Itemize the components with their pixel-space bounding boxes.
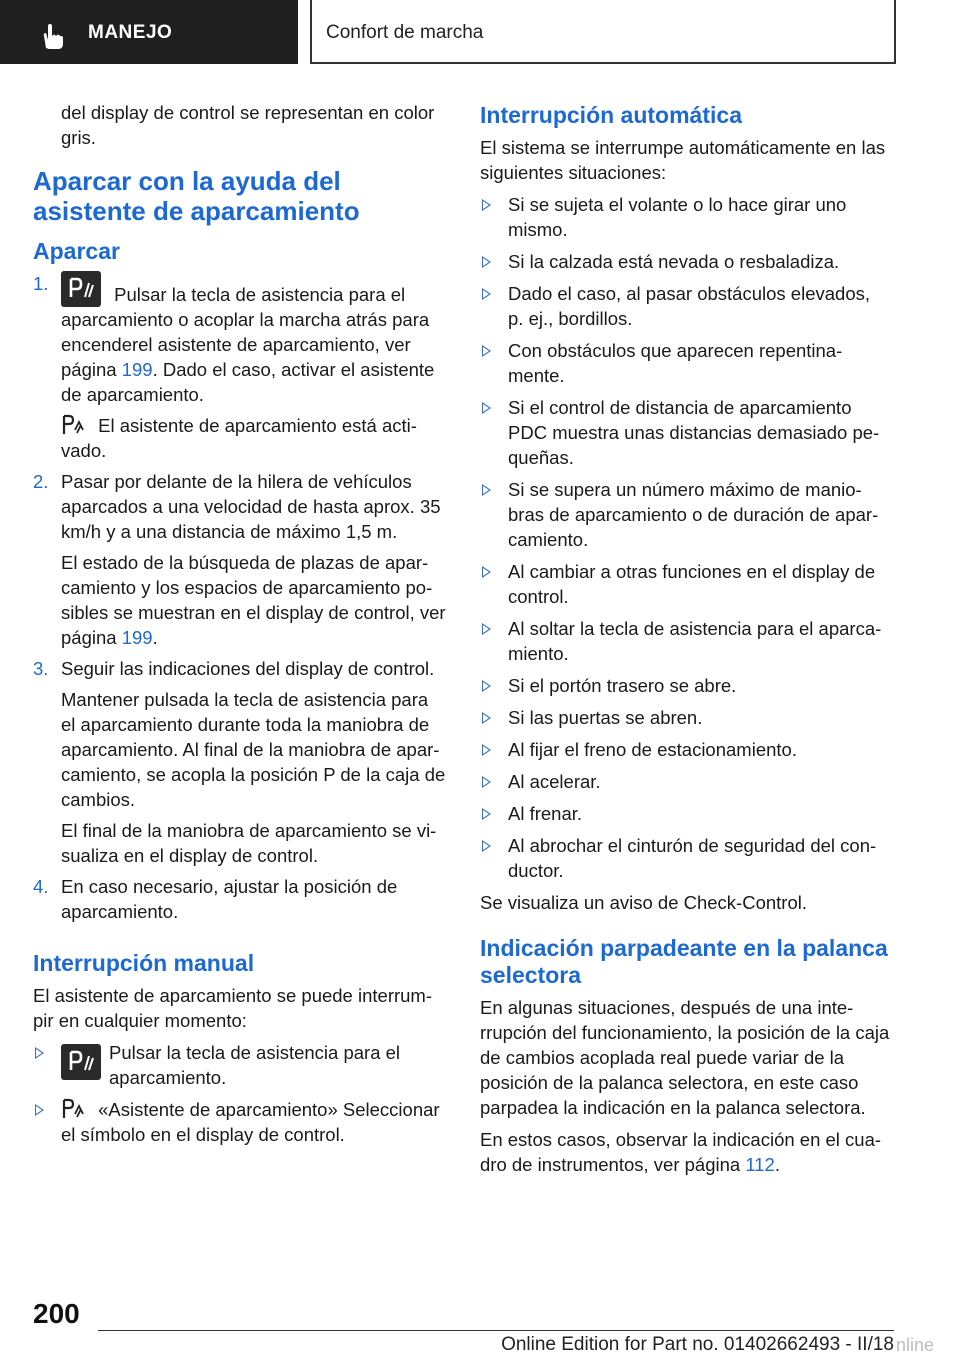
auto-bullet bbox=[480, 559, 890, 609]
heading-manual-interruption: Interrupción manual bbox=[33, 950, 255, 976]
left-column bbox=[33, 100, 447, 1154]
section-title: MANEJO bbox=[88, 22, 173, 43]
section-tab bbox=[0, 0, 298, 64]
page-link[interactable]: 199 bbox=[121, 627, 153, 648]
bullet-triangle-icon bbox=[482, 744, 491, 756]
auto-bullet bbox=[480, 477, 890, 552]
auto-bullet-text: Si el portón trasero se abre. bbox=[508, 675, 737, 696]
bullet-triangle-icon bbox=[482, 199, 491, 211]
park-assist-key-icon bbox=[61, 1044, 101, 1080]
step-1 bbox=[33, 271, 447, 407]
auto-bullet-text: Si el control de distancia de aparcamiento PDC muestra unas distancias demasiado pe‐queñas. bbox=[508, 397, 880, 468]
manual-bullet-text: «Asistente de aparcamiento» Seleccionar el símbolo en el display de control. bbox=[61, 1099, 440, 1145]
bullet-triangle-icon bbox=[482, 712, 491, 724]
auto-intro: El sistema se interrumpe automáticamente en las siguientes situaciones: bbox=[480, 137, 886, 183]
auto-bullet-text: Al frenar. bbox=[508, 803, 583, 824]
step-text: En caso necesario, ajustar la posición de aparcamiento. bbox=[61, 876, 398, 922]
auto-bullet-text: Si las puertas se abren. bbox=[508, 707, 703, 728]
auto-bullet bbox=[480, 338, 890, 388]
auto-bullet-text: Al soltar la tecla de asistencia para el aparca‐miento. bbox=[508, 618, 882, 664]
heading-park-assist: Aparcar con la ayuda del asistente de aparcamiento bbox=[33, 166, 360, 226]
auto-bullet-text: Al cambiar a otras funciones en el display de control. bbox=[508, 561, 876, 607]
step-text: Pasar por delante de la hilera de vehículos aparcados a una velocidad de hasta aprox. 35 km/h y a una distancia de máximo 1,5 m. bbox=[61, 471, 441, 542]
bullet-triangle-icon bbox=[482, 288, 491, 300]
bullet-triangle-icon bbox=[482, 256, 491, 268]
edition-text: Online Edition for Part no. 01402662493 - II/18 bbox=[501, 1334, 894, 1355]
auto-bullet bbox=[480, 737, 890, 762]
step-number: 1. bbox=[33, 273, 49, 294]
step-number: 2. bbox=[33, 471, 49, 492]
auto-bullet bbox=[480, 833, 890, 883]
step-3 bbox=[33, 656, 447, 681]
blink-paragraph-2 bbox=[480, 1127, 890, 1177]
blink-paragraph-2-after: . bbox=[774, 1154, 780, 1175]
auto-bullet bbox=[480, 673, 890, 698]
bullet-triangle-icon bbox=[482, 776, 491, 788]
step-2-note-after: . bbox=[152, 627, 158, 648]
step-2 bbox=[33, 469, 447, 544]
step-text: Seguir las indicaciones del display de control. bbox=[61, 658, 435, 679]
auto-bullet bbox=[480, 801, 890, 826]
right-column bbox=[480, 100, 890, 1184]
step-1-note-text: El asistente de aparcamiento está acti‐vado. bbox=[61, 415, 417, 461]
chapter-tab bbox=[310, 0, 896, 64]
manual-bullet-1 bbox=[33, 1040, 447, 1090]
heading-park: Aparcar bbox=[33, 238, 120, 264]
bullet-triangle-icon bbox=[35, 1047, 44, 1059]
step-1-note bbox=[33, 413, 447, 463]
bullet-triangle-icon bbox=[482, 840, 491, 852]
step-number: 4. bbox=[33, 876, 49, 897]
heading-auto-interruption: Interrupción automática bbox=[480, 102, 742, 128]
step-2-note-text: El estado de la búsqueda de plazas de apar‐camiento y los espacios de aparcamiento po‐sibles se muestran en el display de control, ver página bbox=[61, 552, 446, 648]
auto-bullet bbox=[480, 395, 890, 470]
blink-paragraph-1: En algunas situaciones, después de una inte‐rrupción del funcionamiento, la posición de la caja de cambios acoplada real puede variar de la posición de la palanca selectora, en este caso parpadea la indicación en la palanca selectora. bbox=[480, 997, 890, 1118]
auto-bullet-text: Si la calzada está nevada o resbaladiza. bbox=[508, 251, 840, 272]
manual-bullet-2 bbox=[33, 1097, 447, 1147]
bullet-triangle-icon bbox=[482, 402, 491, 414]
bullet-triangle-icon bbox=[482, 808, 491, 820]
auto-bullet-text: Al acelerar. bbox=[508, 771, 601, 792]
bullet-triangle-icon bbox=[482, 566, 491, 578]
page-header bbox=[0, 0, 960, 66]
check-control-text: Se visualiza un aviso de Check-Control. bbox=[480, 892, 807, 913]
blink-paragraph-2-text: En estos casos, observar la indicación en el cua‐dro de instrumentos, ver página bbox=[480, 1129, 882, 1175]
park-assist-icon bbox=[61, 414, 87, 436]
step-number: 3. bbox=[33, 658, 49, 679]
bullet-triangle-icon bbox=[482, 484, 491, 496]
auto-bullet bbox=[480, 616, 890, 666]
step-4 bbox=[33, 874, 447, 924]
watermark-logo: nline bbox=[896, 1335, 935, 1355]
bullet-triangle-icon bbox=[35, 1104, 44, 1116]
park-assist-key-icon bbox=[61, 271, 101, 307]
auto-bullet-text: Con obstáculos que aparecen repentina‐mente. bbox=[508, 340, 843, 386]
park-assist-icon bbox=[61, 1098, 87, 1120]
bullet-triangle-icon bbox=[482, 680, 491, 692]
hand-icon bbox=[38, 22, 68, 52]
footer-divider bbox=[98, 1330, 894, 1331]
step-3-note-1: Mantener pulsada la tecla de asistencia para el aparcamiento durante toda la maniobra de aparcamiento. Al final de la maniobra de apar‐camiento, se acopla la posición P de la caja de cambios. bbox=[61, 689, 446, 810]
bullet-triangle-icon bbox=[482, 623, 491, 635]
auto-interruption-list bbox=[480, 192, 890, 883]
intro-text: del display de control se representan en color gris. bbox=[61, 102, 435, 148]
auto-bullet bbox=[480, 192, 890, 242]
manual-text: El asistente de aparcamiento se puede interrum‐pir en cualquier momento: bbox=[33, 985, 432, 1031]
page-link[interactable]: 112 bbox=[745, 1154, 775, 1175]
auto-bullet-text: Si se sujeta el volante o lo hace girar uno mismo. bbox=[508, 194, 847, 240]
page-number: 200 bbox=[33, 1298, 80, 1329]
auto-bullet-text: Al fijar el freno de estacionamiento. bbox=[508, 739, 797, 760]
step-text-after: . Dado el caso, activar el asistente de aparcamiento. bbox=[61, 359, 435, 405]
auto-bullet-text: Al abrochar el cinturón de seguridad del con‐ductor. bbox=[508, 835, 877, 881]
step-text: Pulsar la tecla de asistencia para el aparcamiento o acoplar la marcha atrás para encenderel asistente de aparcamiento, ver página bbox=[61, 284, 430, 380]
auto-bullet bbox=[480, 281, 890, 331]
chapter-title: Confort de marcha bbox=[326, 22, 484, 43]
auto-bullet-text: Si se supera un número máximo de manio‐bras de aparcamiento o de duración de apar‐camiento. bbox=[508, 479, 879, 550]
auto-bullet-text: Dado el caso, al pasar obstáculos elevados, p. ej., bordillos. bbox=[508, 283, 870, 329]
auto-bullet bbox=[480, 249, 890, 274]
step-3-note-2: El final de la maniobra de aparcamiento se vi‐sualiza en el display de control. bbox=[61, 820, 437, 866]
page-link[interactable]: 199 bbox=[121, 359, 153, 380]
manual-bullet-text: Pulsar la tecla de asistencia para el aparcamiento. bbox=[109, 1042, 401, 1088]
heading-selector-blink: Indicación parpadeante en la palanca selectora bbox=[480, 935, 888, 988]
auto-bullet bbox=[480, 769, 890, 794]
auto-bullet bbox=[480, 705, 890, 730]
bullet-triangle-icon bbox=[482, 345, 491, 357]
step-2-note bbox=[33, 550, 447, 650]
